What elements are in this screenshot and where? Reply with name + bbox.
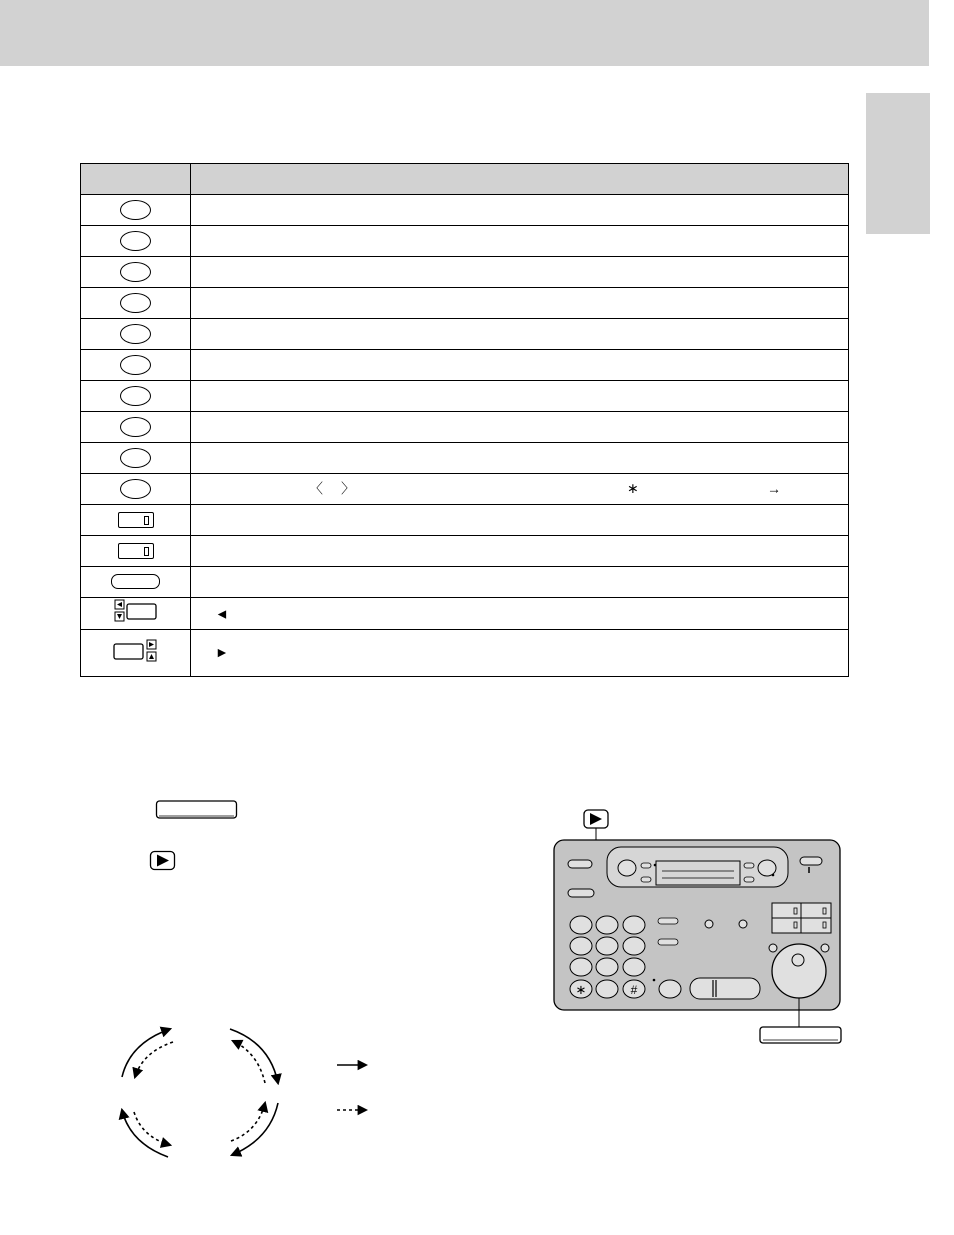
row-description <box>191 226 849 257</box>
station-button-icon <box>118 512 154 528</box>
oval-button-icon <box>120 448 151 468</box>
arrow-symbol: → <box>767 480 781 497</box>
table-row <box>81 598 849 630</box>
header-bar <box>0 0 929 66</box>
dashed-arrow-bottom-right <box>231 1103 265 1141</box>
solid-arrow-bottom-right <box>232 1103 278 1155</box>
lcd-display <box>656 861 740 885</box>
table-header-row <box>81 164 849 195</box>
table-header-description <box>191 164 849 195</box>
table-row <box>81 319 849 350</box>
play-key-icon <box>149 850 177 872</box>
table-header-key <box>81 164 191 195</box>
row-description <box>191 474 849 505</box>
row-description <box>191 319 849 350</box>
station-button-icon <box>118 543 154 559</box>
menu-key-icon <box>155 799 239 821</box>
jog-dial <box>772 944 826 998</box>
table-row <box>81 567 849 598</box>
row-description <box>191 412 849 443</box>
solid-arrow-top-right <box>230 1029 278 1083</box>
panel-play-key <box>568 889 594 897</box>
row-description <box>191 350 849 381</box>
oval-button-icon <box>120 262 151 282</box>
row-description <box>191 536 849 567</box>
angle-left-symbol: 〈 <box>309 480 323 497</box>
right-triangle-symbol: ► <box>215 644 229 660</box>
table-row <box>81 505 849 536</box>
table-row <box>81 226 849 257</box>
solid-arrow-bottom-left <box>122 1110 168 1157</box>
table-row <box>81 195 849 226</box>
angle-right-symbol: 〉 <box>341 480 355 497</box>
row-description <box>191 257 849 288</box>
row-description <box>191 630 849 677</box>
dial-label-box <box>760 1027 841 1043</box>
oval-button-icon <box>120 386 151 406</box>
arrow-legend <box>334 1055 374 1121</box>
star-symbol: ∗ <box>627 480 639 497</box>
panel-key <box>568 860 592 868</box>
hash-key-label: # <box>630 983 638 997</box>
oval-button-icon <box>120 417 151 437</box>
panel-key <box>800 857 822 865</box>
oval-button-icon <box>120 355 151 375</box>
row-description <box>191 195 849 226</box>
key-function-table <box>80 163 849 677</box>
table-row <box>81 381 849 412</box>
table-row <box>81 350 849 381</box>
dashed-arrow-top-left <box>135 1042 173 1077</box>
oval-button-icon <box>120 324 151 344</box>
oval-button-icon <box>120 479 151 499</box>
table-row <box>81 474 849 505</box>
table-row <box>81 630 849 677</box>
nav-left-down-icon <box>112 598 160 624</box>
nav-right-up-icon <box>112 638 160 664</box>
oval-button-icon <box>120 231 151 251</box>
row-description <box>191 381 849 412</box>
row-description <box>191 443 849 474</box>
row-description <box>191 288 849 319</box>
table-row <box>81 443 849 474</box>
left-triangle-symbol: ◄ <box>215 605 229 622</box>
table-row <box>81 412 849 443</box>
row-description <box>191 505 849 536</box>
star-key-label: ∗ <box>575 982 587 997</box>
nav-right-button-icon <box>758 860 776 876</box>
row-description <box>191 598 849 630</box>
fax-panel-diagram <box>550 805 850 1047</box>
row-description <box>191 567 849 598</box>
table-row <box>81 288 849 319</box>
solid-arrow-top-left <box>122 1029 170 1077</box>
nav-left-button-icon <box>618 860 636 876</box>
table-row <box>81 257 849 288</box>
oval-button-icon <box>120 200 151 220</box>
cycle-diagram <box>100 1015 300 1165</box>
table-row <box>81 536 849 567</box>
chapter-tab <box>866 93 930 234</box>
long-button-icon <box>111 574 160 589</box>
start-key <box>690 978 760 999</box>
oval-button-icon <box>120 293 151 313</box>
